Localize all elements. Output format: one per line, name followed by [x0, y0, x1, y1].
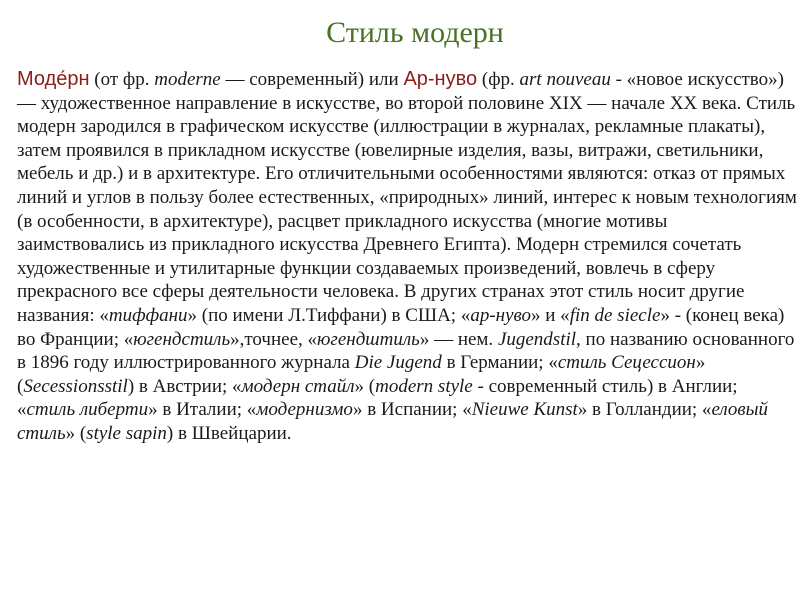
term-modern: Моде́рн: [17, 68, 90, 90]
body-paragraph: [17, 68, 797, 446]
italic-term: ар-нуво: [470, 304, 532, 326]
text-segment: »,точнее, «: [230, 328, 318, 350]
italic-term: югендстиль: [133, 328, 231, 350]
text-segment: , по названию основанного в 1896 году иллюстрированного журнала: [17, 328, 795, 374]
text-segment: (фр.: [477, 69, 520, 90]
text-segment: » (: [17, 352, 706, 397]
text-segment: » - (конец века) во Франции; «: [17, 304, 785, 350]
text-segment: - современный стиль) в Англии; «: [17, 375, 738, 421]
text-segment: - «новое искусство») — художественное направление в искусстве, во второй половине XIX — начале XX века. Стиль модерн зародился в графическом искусстве (иллюстрации в журналах, рекламные плакаты), затем проявился в прикладном искусстве (ювелирные изделия, вазы, витражи, светильники, мебель и др.) и в архитектуре. Его отличительными особенностями являются: отказ от прямых линий и углов в пользу более естественных, «природных» линий, интерес к новым технологиям (в особенности, в архитектуре), расцвет прикладного искусства (многие мотивы заимствовались из прикладного искусства Древнего Египта). Модерн стремился сочетать художественные и утилитарные функции создаваемых произведений, вовлечь в сферу прекрасного все сферы деятельности человека. В других странах этот стиль носит другие названия: «: [17, 69, 797, 326]
italic-term: art nouveau: [519, 69, 611, 90]
text-segment: » (по имени Л.Тиффани) в США; «: [187, 304, 471, 326]
italic-term: Secessionsstil: [23, 375, 128, 397]
text-segment: » и «: [531, 304, 570, 326]
text-segment: ) в Австрии; «: [127, 375, 242, 397]
italic-term: тиффани: [108, 304, 188, 326]
text-segment: в Германии; «: [441, 352, 558, 374]
text-segment: (от фр.: [89, 69, 155, 90]
italic-term: модернизмо: [256, 399, 353, 421]
text-segment: » (: [354, 375, 376, 397]
text-segment: — современный) или: [220, 69, 404, 90]
italic-term: модерн стайл: [241, 375, 355, 397]
italic-term: modern style: [375, 375, 473, 397]
italic-term: стиль Сецессион: [557, 352, 696, 374]
italic-term: Die Jugend: [354, 352, 442, 374]
slide-title: Стиль модерн: [326, 16, 504, 49]
italic-term: style sapin: [86, 422, 167, 444]
text-segment: » (: [65, 422, 87, 444]
text-segment: ) в Швейцарии.: [166, 422, 292, 444]
text-segment: » в Голландии; «: [577, 399, 712, 421]
italic-term: Nieuwe Kunst: [471, 399, 578, 421]
italic-term: стиль либерти: [26, 399, 149, 421]
italic-term: moderne: [154, 69, 221, 90]
italic-term: еловый стиль: [17, 399, 769, 444]
text-segment: » в Испании; «: [352, 399, 472, 421]
text-segment: » — нем.: [419, 328, 498, 350]
italic-term: fin de siecle: [569, 304, 661, 326]
italic-term: Jugendstil: [497, 328, 577, 350]
term-art-nouveau: Ар-нуво: [403, 68, 478, 90]
italic-term: югендштиль: [317, 328, 420, 350]
text-segment: » в Италии; «: [148, 399, 257, 421]
